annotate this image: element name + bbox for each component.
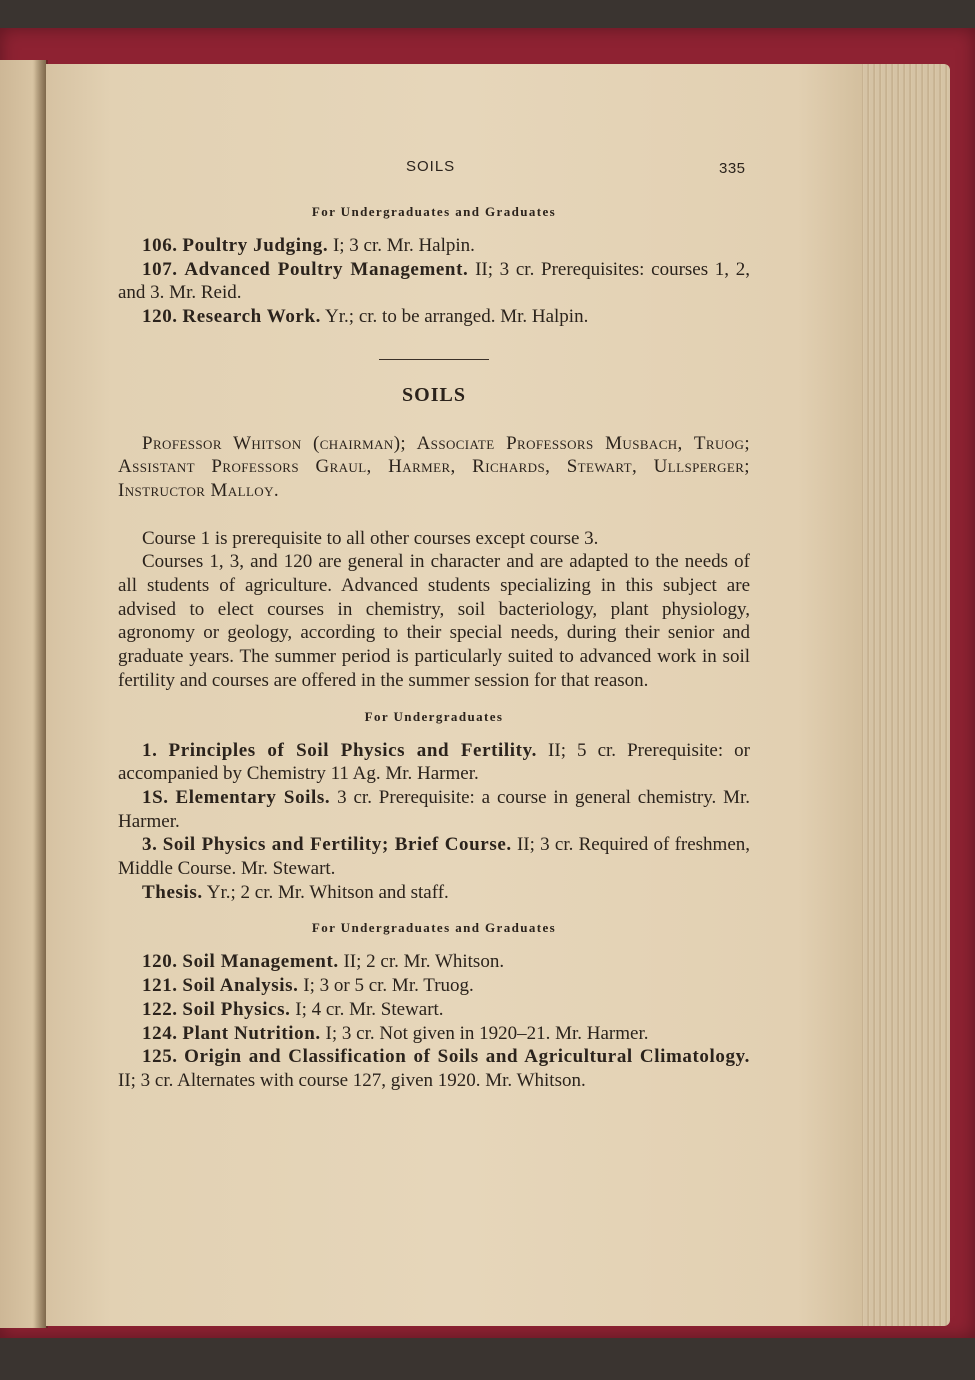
course-entry	[118, 881, 750, 905]
book-page	[46, 64, 862, 1326]
course-number: 3.	[142, 834, 158, 856]
course-details: I; 3 cr. Mr. Halpin.	[328, 235, 475, 256]
course-number: 120.	[142, 951, 178, 973]
course-number: 1.	[142, 739, 158, 761]
course-title: Soil Physics.	[182, 998, 291, 1020]
intro-paragraph: Courses 1, 3, and 120 are general in character and are adapted to the needs of all students of agriculture. Advanced students specializing in this subject are advised to elect courses in chemistry, soil bacteriology, plant physiology, agronomy or geology, according to their special needs, during their senior and graduate years. The summer period is particularly suited to advanced work in soil fertility and courses are offered in the summer session for that reason.	[118, 551, 750, 691]
course-title: Soil Management.	[182, 951, 339, 973]
section-subhead: For Undergraduates and Graduates	[311, 204, 557, 219]
course-entry	[118, 950, 750, 974]
page-fore-edge	[858, 64, 950, 1326]
course-entry	[118, 305, 750, 329]
course-details: II; 5 cr. Prerequisite: or accompanied by Chemistry 11 Ag. Mr. Harmer.	[118, 739, 750, 785]
course-details: Yr.; 2 cr. Mr. Whitson and staff.	[202, 881, 449, 903]
course-number: 1S.	[142, 786, 169, 808]
page-content	[118, 202, 750, 1093]
department-title: SOILS	[402, 383, 466, 406]
course-details: II; 3 cr. Required of freshmen, Middle Course. Mr. Stewart.	[118, 834, 751, 880]
course-entry	[118, 998, 750, 1022]
course-number: 121.	[142, 975, 178, 997]
course-title: Soil Physics and Fertility; Brief Course.	[162, 834, 512, 856]
course-number: 125.	[142, 1046, 178, 1068]
course-number: 124.	[142, 1022, 178, 1044]
course-details: 3 cr. Prerequisite: a course in general chemistry. Mr. Harmer.	[118, 786, 750, 832]
course-title: Elementary Soils.	[175, 786, 331, 808]
course-details: I; 4 cr. Mr. Stewart.	[290, 998, 444, 1020]
section-divider	[379, 359, 489, 360]
running-head	[46, 158, 862, 182]
course-details: I; 3 cr. Not given in 1920–21. Mr. Harmer.	[320, 1022, 649, 1044]
course-number: 106.	[142, 235, 178, 256]
course-title: Principles of Soil Physics and Fertility.	[168, 739, 538, 761]
faculty-list: Professor Whitson (chairman); Associate Professors Musbach, Truog; Assistant Professors Graul, Harmer, Richards, Stewart, Ullsperger; Instructor Malloy.	[118, 432, 750, 501]
grad-subhead: For Undergraduates and Graduates	[311, 920, 557, 936]
course-entry	[118, 234, 750, 258]
course-title: Origin and Classification of Soils and Agricultural Climatology.	[184, 1046, 751, 1068]
course-entry	[118, 258, 750, 305]
course-details: I; 3 or 5 cr. Mr. Truog.	[298, 975, 474, 997]
course-title: Poultry Judging.	[182, 235, 329, 256]
course-title: Plant Nutrition.	[182, 1022, 321, 1044]
course-entry	[118, 786, 750, 833]
course-details: II; 3 cr. Prerequisites: courses 1, 2, and 3. Mr. Reid.	[118, 258, 750, 304]
course-entry	[118, 833, 750, 880]
course-details: Yr.; cr. to be arranged. Mr. Halpin.	[321, 306, 589, 328]
course-number: 122.	[142, 998, 178, 1020]
course-details: II; 3 cr. Alternates with course 127, given 1920. Mr. Whitson.	[118, 1069, 586, 1091]
intro-paragraph: Course 1 is prerequisite to all other courses except course 3.	[142, 527, 599, 549]
course-number: 120.	[142, 306, 178, 328]
course-title: Thesis.	[142, 881, 203, 903]
course-entry	[118, 974, 750, 998]
undergrad-subhead: For Undergraduates	[364, 708, 504, 724]
running-head-title: SOILS	[406, 158, 456, 175]
course-title: Research Work.	[182, 306, 321, 328]
course-details: II; 2 cr. Mr. Whitson.	[338, 951, 505, 973]
course-title: Advanced Poultry Management.	[184, 258, 469, 280]
course-title: Soil Analysis.	[182, 975, 299, 997]
course-number: 107.	[142, 258, 178, 280]
course-entry	[118, 1045, 750, 1092]
course-entry	[118, 739, 750, 786]
page-number: 335	[719, 160, 746, 177]
course-entry	[118, 1022, 750, 1046]
